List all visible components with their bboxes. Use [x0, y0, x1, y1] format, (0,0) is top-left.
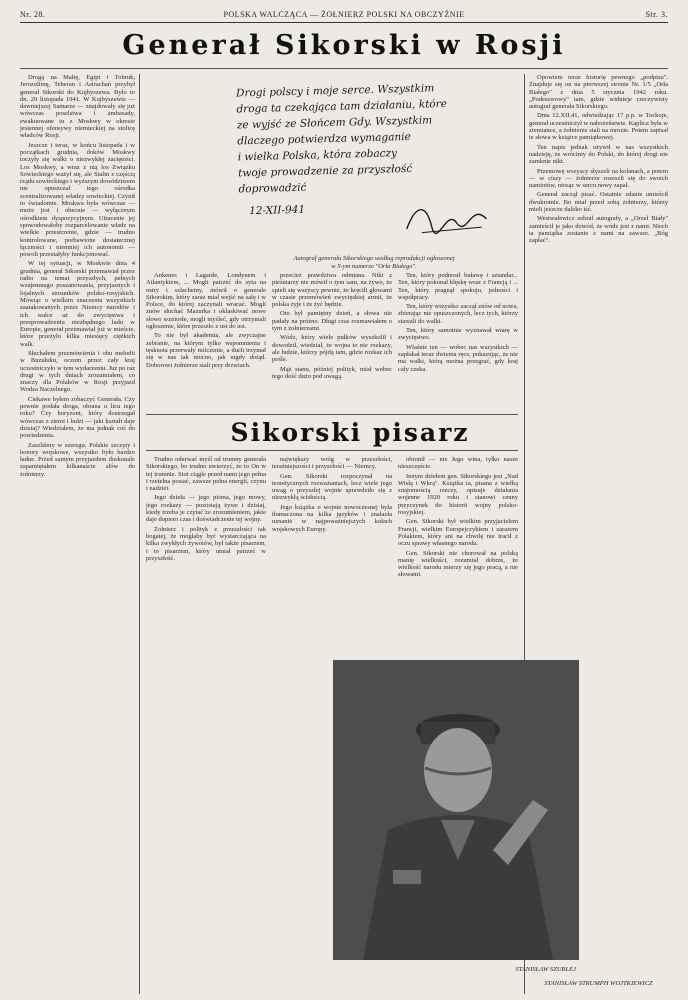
signature-icon: [401, 197, 492, 239]
paragraph: przecież prawdziwa odmiana. Nikt z pieśniarzy nie mówił o tym sam, na żywo, że spieli się wszyscy pewnie, że kręcili głowami w czasie przemówień zwycięskiej armii, że polska żyje i że żyć będzie.: [272, 272, 392, 309]
article-column-3: [272, 272, 392, 412]
writer-column-3: [398, 456, 518, 656]
paragraph: Ten napis jednak ożywił w nas wszystkich nadzieję, że wrócimy do Polski, do której drogi nie zamknie nikt.: [529, 143, 668, 166]
writer-column-2: [272, 456, 392, 656]
article3-author: STANISŁAW STRUMPH WOJTKIEWICZ: [544, 980, 653, 987]
headline-sikorski-writer: Sikorski pisarz: [230, 418, 470, 447]
general-portrait-photo: [333, 660, 579, 960]
writer-column-1: [146, 456, 266, 991]
paragraph: Opowiem teraz historię pewnego „podpisu". Znajduje się on na pierwszej stronie Nr. 1/5 „Orła Białego" z dnia 5 stycznia 1942 roku. „Podeszwowy" tam, gdzie widnieje rzeczywisty autograf generała Sikorskiego.: [529, 74, 668, 111]
headline-rule: [20, 68, 668, 69]
paragraph: Jego książka o wojnie nowoczesnej była tłumaczona na kilka języków i znalazła uznanie w najpoważniejszych kołach wojskowych Europy.: [272, 503, 392, 533]
autograph-line: Drogi polscy i moje serce. Wszystkim: [235, 82, 435, 100]
paragraph: Ankenes i Lagarde, Londynem i Atlantykiem, ... Mogli patrzeć do syta na ostry i szlachetny, mówił o generale Sikorskim, który zaraz miał wejść na salę i w Polsce, do której zaczynali wracać. Mogli znów słuchać Mazurka i oklaskiwać nowe słowo wzniosłe, mogli myśleć, gdy otrzymali ogłoszenie, które przeszło z ust do ust.: [146, 272, 266, 331]
paragraph: Wódz, który wiele pułków wyszkolił i dowodził, wiedział, że wojna to nie rozkazy, ale ludzie, którzy pójdą tam, gdzie rozkaz ich pośle.: [272, 334, 392, 364]
paragraph: Trudno oderwać myśl od trumny generała Sikorskiego, bo trudno uwierzyć, że to On w tej trumnie. Stoi ciągle przed nami jego pełna i rzetelna postać, zawsze pełna energii, czynu i nadziei.: [146, 456, 266, 493]
caption-line: Autograf generała Sikorskiego według reprodukcji ogłoszonej: [293, 255, 455, 262]
headline-sikorski-in-russia: Generał Sikorski w Rosji: [122, 30, 566, 61]
page-number: Str. 3.: [645, 10, 668, 19]
paragraph: największy wróg w przeszłości, teraźniejszości i przyszłości — Niemcy.: [272, 456, 392, 471]
autograph-line: dlaczego potwierdza wymaganie: [237, 130, 411, 148]
paragraph: Gen. Sikorski był wielkim przyjacielem Francji, wielkim Europejczykiem i zarazem Polakiem, który ani na chwilę nie tracił z oczu sprawy własnego narodu.: [398, 518, 518, 548]
masthead: POLSKA WALCZĄCA — ŻOŁNIERZ POLSKI NA OBCZYŹNIE: [223, 10, 465, 19]
paragraph: Ten, który podnosił buławę i sztandar... Ten, który pokonał klęskę wraz z Francją i ... Ten, który pragnął spokoju, jedności i współpracy.: [398, 272, 518, 301]
paragraph: Generał zaczął pisać. Ostatnie zdanie umieścił dwukrotnie. Bo miał przed sobą żołnierzy, którzy mieli jeszcze daleko iść.: [529, 191, 668, 214]
autograph-line: ze wyjść ze Słońcem Gdy. Wszystkim: [236, 114, 433, 132]
paragraph: Zaszliśmy w szeregu. Polskie szczyty i honory wojskowe, wszystko było bardzo ładne. Przed samym przyjazdem doskonale zapamiętałem kilkanaście słów do żołnierzy.: [20, 441, 135, 478]
autograph-line: twoje prowadzenie za przyszłość: [238, 162, 413, 180]
section-rule: [146, 414, 518, 415]
paragraph: Gen. Sikorski rozpoczynał na teoretycznych rozważaniach, lecz wiele jego uwag o przyszłej wojnie sprawdziło się z niezwykłą ścisłością.: [272, 472, 392, 502]
autograph-line: i wielka Polska, która zobaczy: [237, 147, 398, 164]
page-header: [20, 8, 668, 23]
paragraph: Żołnierz i polityk z przeszłości tak bogatej, że mogłaby być wystarczająca na kilka zwykłych żywotów, był także pisarzem, i to pisarzem, który umiał patrzeć w przyszłość.: [146, 525, 266, 562]
paragraph: Ten, który wszystko zaczął znów od nowa, zbierając nie opuszczonych, lecz tych, którzy stawali do walki.: [398, 303, 518, 325]
column-divider: [139, 74, 140, 994]
article-column-4: [398, 272, 518, 412]
paragraph: Innym dziełem gen. Sikorskiego jest „Nad Wisłą i Wkrą". Książka ta, pisana z wielką znajomością rzeczy, opisuje działania wojenne 1920 roku i stanowi cenny przyczynek do historii wojny polsko-rosyjskiej.: [398, 472, 518, 517]
article2-author: STANISŁAW SZURLEJ: [515, 966, 576, 973]
paragraph: Drogą na Maltę, Egipt i Tobruk, Jerozolimę, Teheran i Astrachań przybył generał Sikorski do Kujbyszewa. Było to dn. 29 listopada 1941. W Kujbyszewie — dawniejszej Samarze — znajdowały się już wówczas poselstwa i ambasady, ewakuowane tu z Moskwy w okresie jesiennej ofensywy niemieckiej na stolicę władców Rosji.: [20, 74, 135, 140]
paragraph: Przemowę wszyscy słyszeli na kolanach, a potem — w ciszy — żołnierze rozeszli się do swoich namiotów, niosąc w sercu nowy zapał.: [529, 167, 668, 190]
paragraph: obronił — nie Jego wina, tylko nasze nieszczęście.: [398, 456, 518, 471]
autograph-caption: [226, 255, 522, 271]
paragraph: Gen. Sikorski nie chorował na polską manię wielkości, rozumiał dobrze, że wielkość narodu mierzy się jego pracą, a nie słowami.: [398, 549, 518, 579]
paragraph: Słuchałem przemówienia i obu melodii w Buzułuku, oczom przez cały kraj uczestniczyło w tym wydarzeniu. Już po raz drugi w tych dniach zrozumiałem, co znaczy dla Polaków w Rosji przyjazd Wodza Naczelnego.: [20, 349, 135, 394]
article-column-1: [20, 74, 135, 994]
paragraph: W tej sytuacji, w Moskwie dnia 4 grudnia, generał Sikorski przemawiał przez radio na temat przyszłych, pełnych wzajemnego poszanowania, przyjaznych i lojalnych stosunków polsko-rosyjskich. Mówiąc o wielkim znaczeniu wszystkich zaatakowanych przez Niemcy narodów i ich walce aż do zwycięstwa i przeprowadzeniu niezbędnego ładu w Europie, generał przemawiał już w mieście, które przeżyło kilka miesięcy ciężkich walk.: [20, 260, 135, 348]
article-column-2: [146, 272, 266, 412]
paragraph: Oto był pamiętny dzień, a słowa nie padały na próżno. Długi czas rozmawiałem o tym z żołnierzami.: [272, 310, 392, 333]
autograph-line: droga ta czekająca tam działaniu, które: [236, 97, 448, 116]
autograph-date: 12-XII-941: [249, 203, 306, 218]
handwritten-autograph: [236, 79, 502, 251]
paragraph: Westwalewicz zebrał autografy, a „Orzeł Biały" zamieścił je jako dowód, że wódz jest z nami. Niech ta pamiątka zostanie z nami na zawsze. „Bóg zapłać".: [529, 215, 668, 245]
paragraph: To nie był akademia, ale zwyczajne zebranie, na którym tylko wspomnienia i tęsknota przerwały milczenie, a duch trzymał się w nas tak mocno, jak nigdy dotąd. Doborowi żołnierze stali przy drzwiach.: [146, 332, 266, 369]
paragraph: Ten, który samotnie wyznawał wiarę w zwycięstwo.: [398, 327, 518, 342]
paragraph: Dnia 12.XII.41, odwiedzając 17 p.p. w Tockoje, generał uczestniczył w nabożeństwie. Kaplica była w ziemiance, a żołnierze stali na mrozie. Potem zapisał te słowa w książce pamiątkowej.: [529, 112, 668, 142]
caption-line: w 5-ym numerze "Orła Białego".: [331, 263, 417, 270]
autograph-line: doprowadzić: [238, 181, 307, 196]
paragraph: Właśnie ten — wobec nas wszystkich — zapłakał teraz dwiema ręce, pokazując, że nie ma walki, którą można przegrać, gdy kraj cały czeka.: [398, 343, 518, 373]
paragraph: Ciekawe byłem zobaczyć Generała. Czy pewnie podała droga, obrana u licu tego roku? Czy horyzont, który dostrzegał wówczas z ziemi i ludzi — jaki kształt daje dzisiaj? Wiedziałem, że ma jednak coś do powiedzenia.: [20, 395, 135, 440]
paragraph: Jeszcze i teraz, w końcu listopada i w początkach grudnia, doków Moskwy toczyły się walki o niezwykłej zaciętości. Los Moskwy, a wraz z nią los Związku Sowieckiego ważył się, ale Stalin z częścią rządu sowieckiego i wyższym dowództwem nie opuszczał tego ośrodka scentralizowanej władzy sowieckiej. Czynił to świadomie. Moskwa była wówczas — może jest i obecnie — wyłącznym ośrodkiem dyspozycyjnym. Utracenie jej spowodowałoby rozparcelowanie władz na wielkie przestrzenie, gdzie — trudno kontrolowane, porbawione dostatecznej łączności i niemniej ich autonomii — powoli przestałyby funkcjonować.: [20, 141, 135, 259]
section-rule: [146, 450, 518, 451]
paragraph: Mąż stanu, później polityk, miał wobec tego dość dużo pod uwagą.: [272, 365, 392, 380]
paragraph: Jego dzieła — jego pisma, jego mowy, jego rozkazy — pozostają żywe i dzisiaj, kiedy trzeba je czytać ze zrozumieniem, jakie daje dopiero czas i doświadczenie tej wojny.: [146, 494, 266, 524]
issue-number: Nr. 28.: [20, 10, 46, 19]
